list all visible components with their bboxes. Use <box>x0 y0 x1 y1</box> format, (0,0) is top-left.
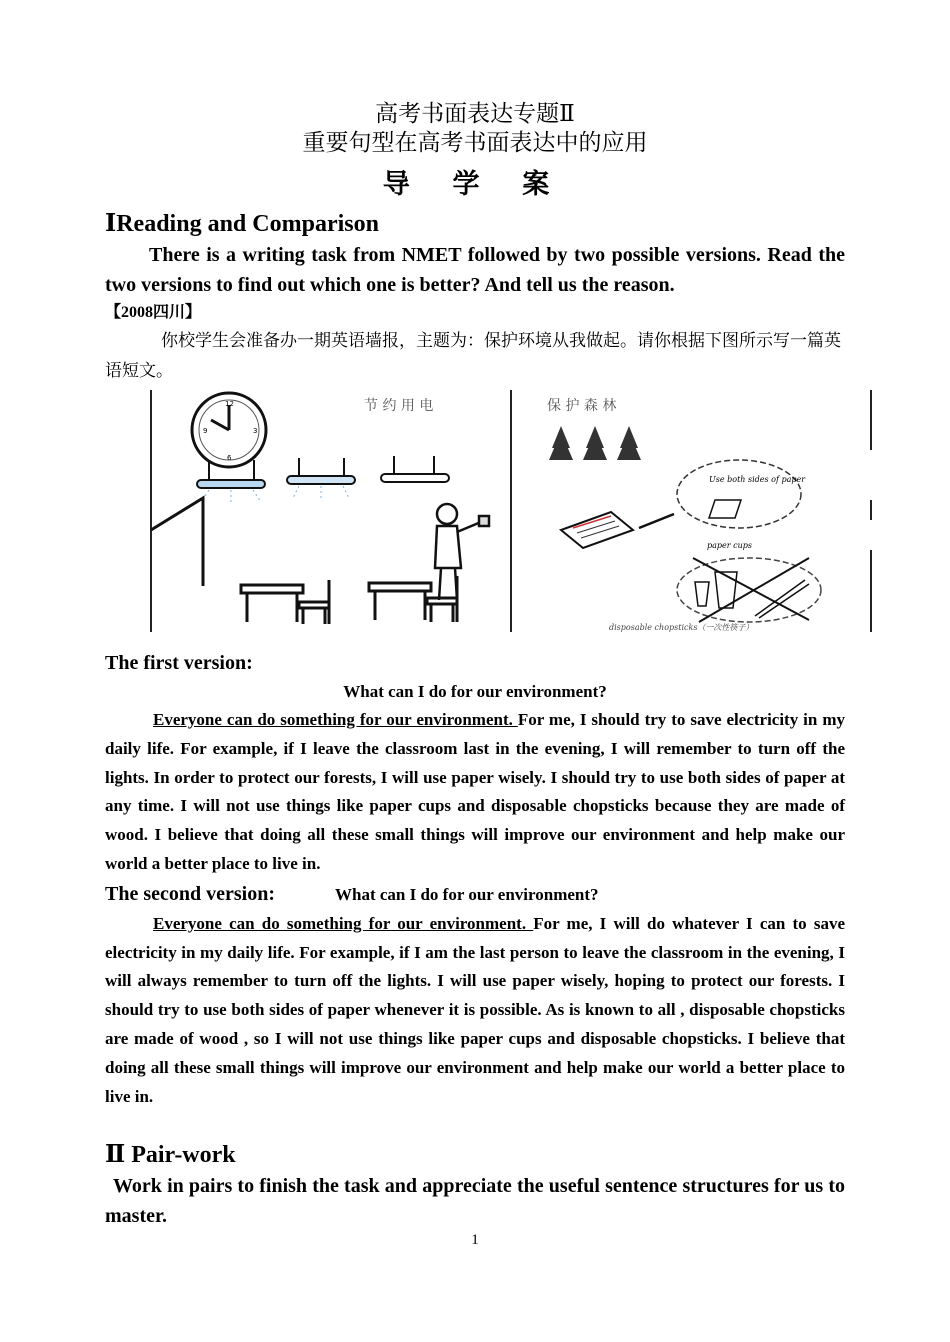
source-tag: 【2008四川】 <box>105 304 202 321</box>
task-illustration <box>149 390 875 632</box>
svg-text:9: 9 <box>203 427 208 435</box>
svg-text:3: 3 <box>253 427 258 435</box>
first-version-label: The first version: <box>105 652 253 674</box>
second-version-header <box>105 879 845 910</box>
svg-text:12: 12 <box>225 400 234 408</box>
section-1-heading: ⅠReading and Comparison <box>105 211 379 237</box>
cloud2-label: paper cups <box>707 541 752 550</box>
cloud-text: Use both sides of paper <box>709 475 806 484</box>
left-caption: 节 约 用 电 <box>364 398 434 414</box>
second-version-label: The second version: <box>105 882 275 905</box>
clock-icon <box>192 393 266 467</box>
document-page <box>105 100 845 1231</box>
first-version-title: What can I do for our environment? <box>343 682 607 701</box>
svg-text:6: 6 <box>227 454 232 462</box>
section-2-heading: Ⅱ Pair-work <box>105 1142 236 1169</box>
first-version-topic-sentence: Everyone can do something for our environment. <box>153 710 518 729</box>
right-caption: 保 护 森 林 <box>547 398 617 414</box>
title-line-3: 导 学 案 <box>382 169 568 199</box>
title-line-1: 高考书面表达专题Ⅱ <box>375 101 575 126</box>
section-1-intro: There is a writing task from NMET followed by two possible versions. Read the two versions to find out which one is better? And tell us the reason. <box>105 244 845 296</box>
task-description-cn: 你校学生会准备办一期英语墙报，主题为：保护环境从我做起。请你根据下图所示写一篇英语短文。 <box>105 331 841 381</box>
second-version-body <box>105 910 845 1112</box>
second-version-text: For me, I will do whatever I can to save electricity in my daily life. For example, if I am the last person to leave the classroom in the evening, I will always remember to turn off the lights. I will use paper wisely, hoping to protect our forests. I should try to use both sides of paper whenever it is possible. As is known to all , disposable chopsticks are made of wood , so I will not use things like paper cups and disposable chopsticks. I believe that doing all these small things will improve our environment and help make our world a better place to live in. <box>105 913 845 1106</box>
first-version-text: For me, I should try to save electricity in my daily life. For example, if I leave the classroom last in the evening, I will remember to turn off the lights. In order to protect our forests, I will use paper wisely. I should try to use both sides of paper at any time. I will not use things like paper cups and disposable chopsticks because they are made of wood. I believe that doing all these small things will improve our environment and help make our world a better place to live in. <box>105 710 845 873</box>
second-version-topic-sentence: Everyone can do something for our environment. <box>153 913 534 933</box>
forest-icon <box>549 426 641 460</box>
title-line-2: 重要句型在高考书面表达中的应用 <box>302 130 648 155</box>
page-number: 1 <box>471 1232 479 1248</box>
bottom-label: disposable chopsticks（一次性筷子） <box>609 623 754 632</box>
section-2-text: Work in pairs to finish the task and appreciate the useful sentence structures for us to master. <box>105 1175 845 1228</box>
first-version-body <box>105 706 845 879</box>
illustration-svg <box>149 390 875 632</box>
second-version-title: What can I do for our environment? <box>335 884 599 904</box>
